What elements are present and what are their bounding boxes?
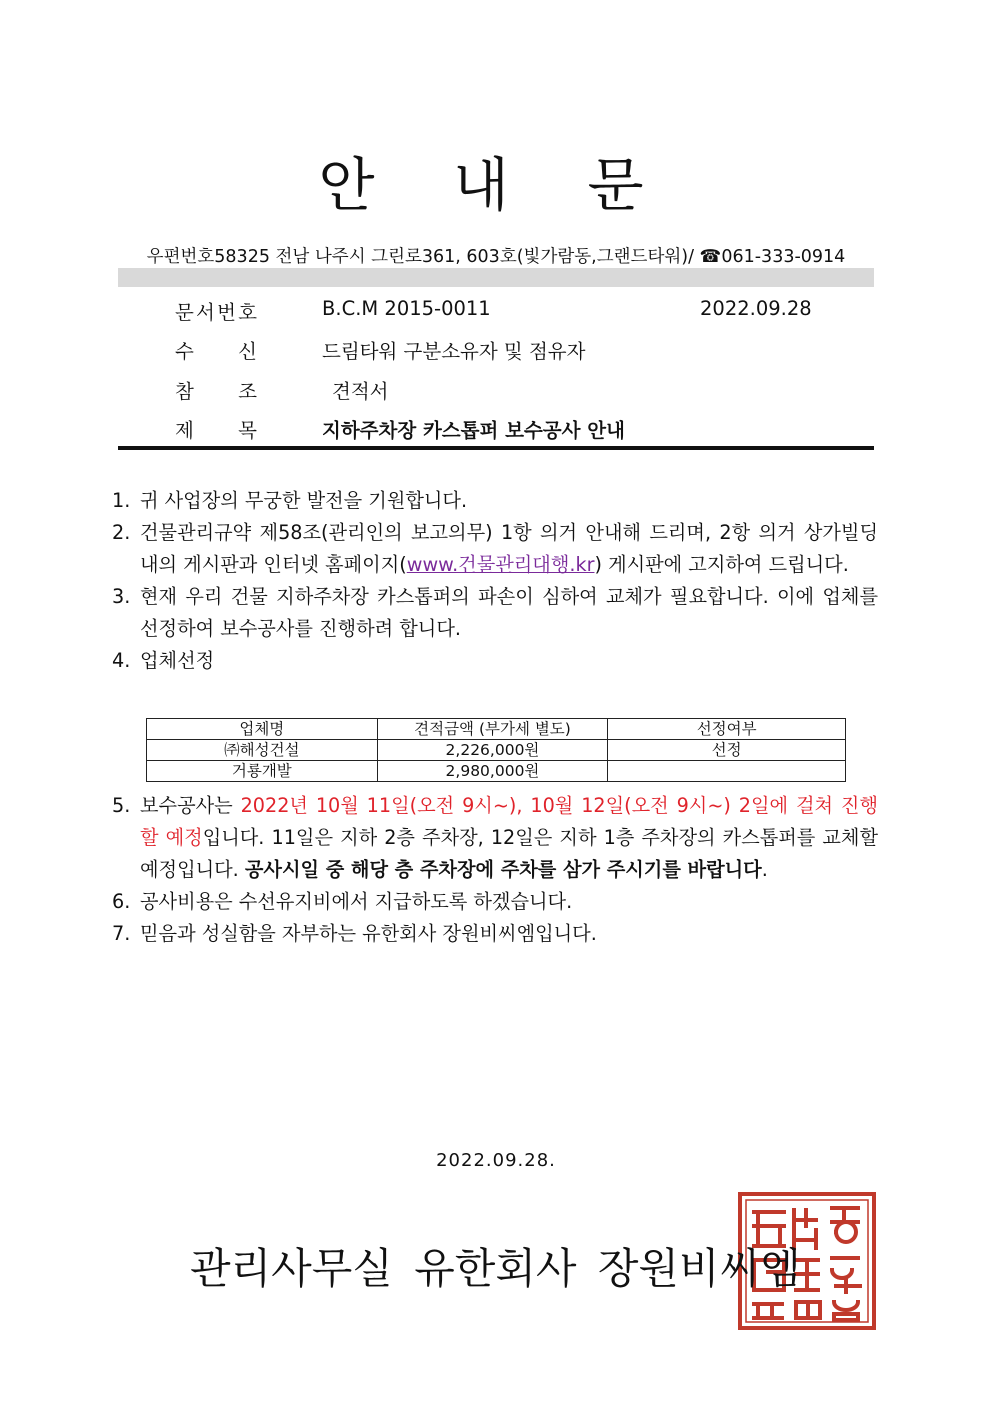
- list-item: 2. 건물관리규약 제58조(관리인의 보고의무) 1항 의거 안내해 드리며, 2항 의거 상가빌딩 내의 게시판과 인터넷 홈페이지(www.건물관리대행.kr) 게시판에 고지하여 드립니다.: [112, 521, 878, 576]
- notice-body-bottom: [112, 790, 878, 950]
- table-cell: 2,980,000원: [377, 761, 608, 782]
- column-header: 견적금액 (부가세 별도): [377, 719, 608, 740]
- list-item: 1. 귀 사업장의 무궁한 발전을 기원합니다.: [112, 489, 468, 512]
- notice-body-top: [112, 485, 878, 677]
- doc-number-value: B.C.M 2015-0011: [322, 297, 491, 320]
- table-cell: [608, 761, 846, 782]
- table-cell: 거룡개발: [147, 761, 378, 782]
- signature-date: 2022.09.28.: [436, 1150, 556, 1171]
- recipient-label: 수 신: [175, 340, 257, 363]
- subject-label: 제 목: [175, 419, 257, 442]
- list-item: 5. 보수공사는 2022년 10월 11일(오전 9시~), 10월 12일(오전 9시~) 2일에 걸쳐 진행할 예정입니다. 11일은 지하 2층 주차장, 12일은 지하 1층 주차장의 카스톱퍼를 교체할 예정입니다. 공사시일 중 해당 층 주차장에 주차를 삼가 주시기를 바랍니다.: [112, 794, 878, 881]
- list-item: 4. 업체선정: [112, 649, 215, 672]
- table-header-row: [147, 719, 846, 740]
- column-header: 업체명: [147, 719, 378, 740]
- signature-text: 관리사무실 유한회사 장원비씨엠: [190, 1244, 801, 1293]
- doc-number-label: 문 서 번 호: [175, 301, 257, 324]
- table-cell: 선정: [608, 740, 846, 761]
- list-item: 3. 현재 우리 건물 지하주차장 카스톱퍼의 파손이 심하여 교체가 필요합니다. 이에 업체를 선정하여 보수공사를 진행하려 합니다.: [112, 585, 878, 640]
- recipient-value: 드림타워 구분소유자 및 점유자: [322, 340, 586, 363]
- homepage-link[interactable]: www.건물관리대행.kr: [406, 553, 595, 576]
- list-item: 7. 믿음과 성실함을 자부하는 유한회사 장원비씨엠입니다.: [112, 922, 597, 945]
- table-cell: ㈜해성건설: [147, 740, 378, 761]
- reference-label: 참 조: [175, 380, 257, 403]
- document-title: 안 내 문: [318, 151, 674, 219]
- reference-value: 견적서: [332, 380, 389, 403]
- parking-warning: 공사시일 중 해당 층 주차장에 주차를 삼가 주시기를 바랍니다: [244, 858, 762, 881]
- vendor-table: [146, 718, 846, 782]
- schedule-highlight: 2022년 10월 11일(오전 9시~), 10월 12일(오전 9시~) 2일에 걸쳐 진행할 예정: [140, 794, 878, 849]
- list-item: 6. 공사비용은 수선유지비에서 지급하도록 하겠습니다.: [112, 890, 573, 913]
- table-row: [147, 761, 846, 782]
- header-divider-bar: [118, 268, 874, 287]
- doc-date: 2022.09.28: [700, 297, 812, 320]
- address-line: 우편번호58325 전남 나주시 그린로361, 603호(빛가람동,그랜드타워)/ ☎061-333-0914: [146, 247, 846, 267]
- table-row: [147, 740, 846, 761]
- table-cell: 2,226,000원: [377, 740, 608, 761]
- subject-value: 지하주차장 카스톱퍼 보수공사 안내: [322, 419, 625, 442]
- column-header: 선정여부: [608, 719, 846, 740]
- header-rule: [118, 446, 874, 450]
